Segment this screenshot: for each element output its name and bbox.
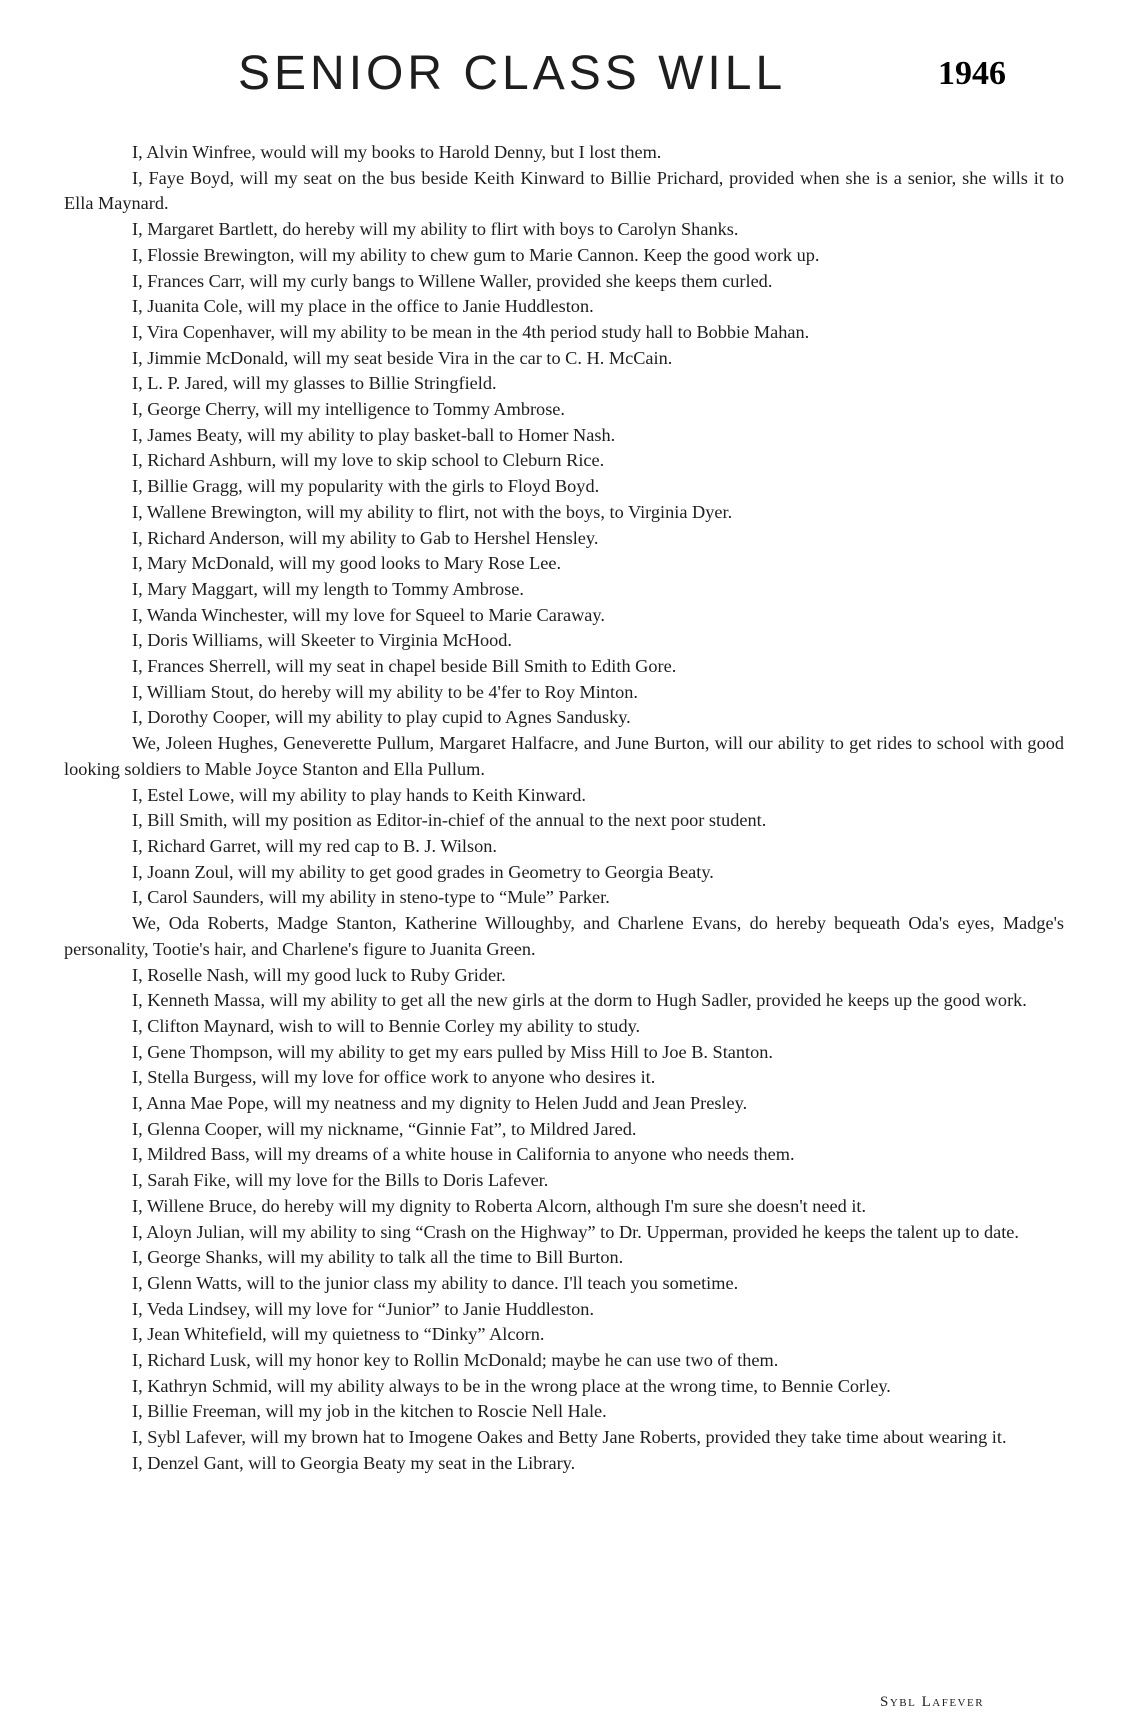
will-entry: I, Glenna Cooper, will my nickname, “Ginnie Fat”, to Mildred Jared.: [132, 1118, 637, 1139]
will-entry: I, Clifton Maynard, wish to will to Bennie Corley my ability to study.: [132, 1015, 641, 1036]
will-entry: I, Flossie Brewington, will my ability to chew gum to Marie Cannon. Keep the good work up.: [132, 244, 820, 265]
will-entry: I, Richard Lusk, will my honor key to Rollin McDonald; maybe he can use two of them.: [132, 1350, 779, 1371]
will-entry: I, Wallene Brewington, will my ability to flirt, not with the boys, to Virginia Dyer.: [132, 501, 733, 522]
will-entry: I, Richard Anderson, will my ability to Gab to Hershel Hensley.: [132, 527, 599, 548]
will-entry: I, Dorothy Cooper, will my ability to play cupid to Agnes Sandusky.: [132, 707, 631, 728]
will-entry: I, Willene Bruce, do hereby will my dignity to Roberta Alcorn, although I'm sure she doesn't need it.: [132, 1195, 867, 1216]
will-entry: I, Vira Copenhaver, will my ability to be mean in the 4th period study hall to Bobbie Mahan.: [132, 321, 810, 342]
will-entry: I, Veda Lindsey, will my love for “Junior” to Janie Huddleston.: [132, 1298, 595, 1319]
will-entry: I, Glenn Watts, will to the junior class my ability to dance. I'll teach you sometime.: [132, 1272, 739, 1293]
will-entry: I, William Stout, do hereby will my ability to be 4'fer to Roy Minton.: [132, 681, 638, 702]
will-entry: I, Mildred Bass, will my dreams of a white house in California to anyone who needs them.: [132, 1144, 795, 1165]
will-entry: I, Roselle Nash, will my good luck to Ruby Grider.: [132, 964, 506, 985]
will-entry: I, Frances Sherrell, will my seat in chapel beside Bill Smith to Edith Gore.: [132, 656, 677, 677]
author-signature: Sybl Lafever: [880, 1694, 985, 1710]
will-entries-list: [64, 140, 1064, 1477]
will-entry: I, Kathryn Schmid, will my ability always to be in the wrong place at the wrong time, to Bennie Corley.: [132, 1375, 891, 1396]
will-entry: I, Bill Smith, will my position as Editor-in-chief of the annual to the next poor student.: [132, 810, 767, 831]
year-label: 1946: [938, 55, 1006, 92]
will-entry: I, Richard Ashburn, will my love to skip school to Cleburn Rice.: [132, 450, 605, 471]
will-entry: I, Frances Carr, will my curly bangs to Willene Waller, provided she keeps them curled.: [132, 270, 773, 291]
will-entry: I, L. P. Jared, will my glasses to Billie Stringfield.: [132, 373, 497, 394]
will-entry: I, George Shanks, will my ability to talk all the time to Bill Burton.: [132, 1247, 624, 1268]
will-entry: I, Anna Mae Pope, will my neatness and my dignity to Helen Judd and Jean Presley.: [132, 1093, 748, 1114]
will-entry: I, Billie Gragg, will my popularity with the girls to Floyd Boyd.: [132, 476, 600, 497]
will-entry: I, Mary McDonald, will my good looks to Mary Rose Lee.: [132, 553, 562, 574]
page-title: SENIOR CLASS WILL: [238, 47, 787, 100]
will-entry: I, Richard Garret, will my red cap to B. J. Wilson.: [132, 835, 497, 856]
will-entry: I, Jean Whitefield, will my quietness to “Dinky” Alcorn.: [132, 1324, 545, 1345]
will-entry: I, Faye Boyd, will my seat on the bus beside Keith Kinward to Billie Prichard, provided when she is a senior, she wills it to Ella Maynard.: [64, 167, 1064, 214]
will-entry: We, Joleen Hughes, Geneverette Pullum, Margaret Halfacre, and June Burton, will our ability to get rides to school with good looking soldiers to Mable Joyce Stanton and Ella Pullum.: [64, 733, 1064, 779]
will-entry: I, Aloyn Julian, will my ability to sing “Crash on the Highway” to Dr. Upperman, provided he keeps the talent up to date.: [132, 1221, 1019, 1242]
will-entry: I, James Beaty, will my ability to play basket-ball to Homer Nash.: [132, 424, 616, 445]
will-entry: We, Oda Roberts, Madge Stanton, Katherine Willoughby, and Charlene Evans, do hereby bequeath Oda's eyes, Madge's personality, Tootie's hair, and Charlene's figure to Juanita Green.: [64, 913, 1064, 959]
will-entry: I, Carol Saunders, will my ability in steno-type to “Mule” Parker.: [132, 887, 610, 908]
will-entry: I, Gene Thompson, will my ability to get my ears pulled by Miss Hill to Joe B. Stanton.: [132, 1041, 773, 1062]
will-entry: I, Mary Maggart, will my length to Tommy Ambrose.: [132, 578, 524, 599]
will-entry: I, Estel Lowe, will my ability to play hands to Keith Kinward.: [132, 784, 586, 805]
will-entry: I, Margaret Bartlett, do hereby will my ability to flirt with boys to Carolyn Shanks.: [132, 219, 739, 240]
will-entry: I, Juanita Cole, will my place in the office to Janie Huddleston.: [132, 296, 594, 317]
will-entry: I, Jimmie McDonald, will my seat beside Vira in the car to C. H. McCain.: [132, 347, 673, 368]
will-entry: I, Sarah Fike, will my love for the Bills to Doris Lafever.: [132, 1170, 549, 1191]
will-entry: I, Sybl Lafever, will my brown hat to Imogene Oakes and Betty Jane Roberts, provided they take time about wearing it.: [132, 1427, 1007, 1448]
will-entry: I, Billie Freeman, will my job in the kitchen to Roscie Nell Hale.: [132, 1401, 607, 1422]
will-entry: I, Joann Zoul, will my ability to get good grades in Geometry to Georgia Beaty.: [132, 861, 714, 882]
will-entry: I, Alvin Winfree, would will my books to Harold Denny, but I lost them.: [132, 142, 662, 162]
will-entry: I, George Cherry, will my intelligence to Tommy Ambrose.: [132, 399, 565, 420]
will-entry: I, Stella Burgess, will my love for office work to anyone who desires it.: [132, 1067, 656, 1088]
will-entry: I, Denzel Gant, will to Georgia Beaty my seat in the Library.: [132, 1452, 576, 1473]
will-entry: I, Kenneth Massa, will my ability to get all the new girls at the dorm to Hugh Sadler, provided he keeps up the good work.: [132, 990, 1027, 1011]
will-entry: I, Wanda Winchester, will my love for Squeel to Marie Caraway.: [132, 604, 605, 625]
will-entry: I, Doris Williams, will Skeeter to Virginia McHood.: [132, 630, 513, 651]
